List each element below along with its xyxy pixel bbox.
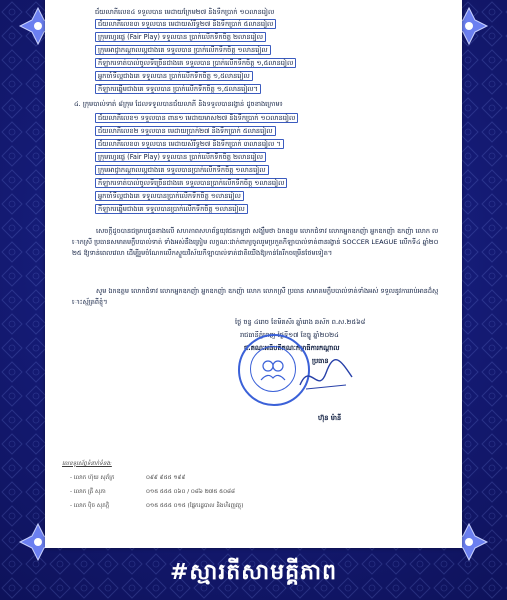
section-title: ៤. ក្រុមបាល់ទាត់ ៨ក្រុម ដែលទទួលបានជ័យលាភី និងទទួលបានរង្វាន់ ដូចខាងក្រោម៖ <box>74 100 283 108</box>
list-item <box>95 85 261 95</box>
contacts-title: លេខទូរស័ព្ទទំនាក់ទំនង: <box>62 461 112 467</box>
list-item <box>95 72 253 82</box>
list-item-text: អ្នកចាំទីល្អជាងគេ ទទួលបានប្រាក់លើកទឹកចិត្ត ១លានរៀល <box>95 191 244 201</box>
contact-name: - លោក គ្រី សុភា <box>70 489 106 495</box>
list-item-text: ជ័យលាភីលេខ១ ទទួលបាន ពាន១ មេដាយមាស២៧ និងទឹកប្រាក់ ១០លានរៀល <box>95 113 298 123</box>
list-item-text: ជ័យលាភីលេខ២ ទទួលបាន មេដាយប្រាក់២៧ និងទឹកប្រាក់ ៥លានរៀល <box>95 126 276 136</box>
list-item <box>95 192 244 202</box>
contact-name: - លោក ហ៊ុយ សុភ័ក្រ <box>70 475 115 481</box>
signer-name: ហ៊ុន ម៉ានី <box>318 414 342 422</box>
list-item-text: កីឡាករទាត់បាល់ចូលទីច្រើនជាងគេ ទទួលបាន ប្រាក់លើកទឹកចិត្ត ១,៥លានរៀល <box>95 58 296 68</box>
list-item-text: កីឡាករទាត់បាល់ចូលទីច្រើនជាងគេ ទទួលបានប្រាក់លើកទឹកចិត្ត ១លានរៀល <box>95 178 287 188</box>
contact-phone: ០១៥ ៥៥៥ ០១៥ (ផ្នែករដ្ឋបាល និងហិរញ្ញវត្ថុ) <box>146 503 244 509</box>
list-item <box>95 127 276 137</box>
contact-name: - លោក ប៉ិច សុភក្តិ <box>70 503 110 509</box>
list-item <box>95 153 266 163</box>
list-item <box>95 140 284 150</box>
list-item-text: អ្នកចាំទីល្អជាងគេ ទទួលបាន ប្រាក់លើកទឹកចិត្ត ១,៥លានរៀល <box>95 71 253 81</box>
list-item-text: ជ័យលាភីលេខ៤ ទទួលបាន មេដាយក្រែម២៧ និងទឹកប្រាក់ ១០លានរៀល <box>95 8 275 16</box>
list-item <box>95 46 271 56</box>
seal-emblem-icon <box>256 352 290 386</box>
list-item <box>95 166 269 176</box>
closing-paragraph-1: សេចក្តីដូចបានជម្រាបជូនខាងលើ សហភាពសហព័ន្ធយុវជនកម្ពុជា សង្ឃឹមថា ឯកឧត្តម លោកជំទាវ លោកអ្នកឧកញ៉ា អ្នកឧកញ៉ា ឧកញ៉ា លោក លោកស្រី ប្រធានសមាគមក្លឹបបាល់ទាត់ ទាំងអស់នឹងត្រៀម លក្ខណៈដាក់ពាក្យចូលរួមប្រកួតកីឡាបាល់ទាត់ពានរង្វាន់ SOCCER LEAGUE លើកទី៤ ឆ្នាំ២០២៥ ឱ្យទាន់ពេលវេលា ដើម្បីរួមចំណែកលើកស្ទួយវិស័យកីឡាបាល់ទាត់ជាតិយើងឱ្យកាន់តែរីកចម្រើនថែមទៀត។ <box>72 227 439 257</box>
gregorian-date: រាជធានីភ្នំពេញ ថ្ងៃទី១៧ ខែធ្នូ ឆ្នាំ២០២៤ <box>240 331 339 339</box>
list-item-text: ជ័យលាភីលេខ៣ ទទួលបាន មេដាយសំរឹទ្ធ២៧ និងទឹកប្រាក់ ៥លានរៀល <box>95 19 276 29</box>
contact-phone: ០៩៩ ៩៥៥ ១៩៩ <box>146 475 186 481</box>
signature-title: ជ.គណៈអធិបតីគណៈកម្មាធិការកណ្តាល <box>244 344 340 352</box>
list-item <box>95 114 298 124</box>
closing-paragraph-2: សូម ឯកឧត្តម លោកជំទាវ លោកអ្នកឧកញ៉ា អ្នកឧកញ៉ា ឧកញ៉ា លោក លោកស្រី ប្រធាន សមាគមក្លឹបបាល់ទាត់ទាំងអស់ ទទួលនូវការរាប់អានដ៏ស្មោះស្ម័គ្រពីខ្ញុំ។ <box>72 287 439 306</box>
list-item <box>95 205 248 215</box>
list-item-text: ក្រុមអាជ្ញាកណ្តាលល្អជាងគេ ទទួលបាន ប្រាក់លើកទឹកចិត្ត ១លានរៀល <box>95 45 271 55</box>
list-item <box>95 33 266 43</box>
list-item-text: កីឡាករឆ្នើមជាងគេ ទទួលបាន ប្រាក់លើកទឹកចិត្ត ១,៥លានរៀល។ <box>95 84 261 94</box>
list-item <box>95 8 274 18</box>
lunar-date: ថ្ងៃ ចន្ទ ៤រោច ខែមិគសិរ ឆ្នាំរោង ឆស័ក ព.ស.២៥៦៨ <box>235 318 366 326</box>
list-item-text: ក្រុមហ្វេរផ្លេ (Fair Play) ទទួលបាន ប្រាក់លើកទឹកចិត្ត ២លានរៀល <box>95 32 266 42</box>
hashtag-banner: #ស្មារតីសាមគ្គីភាព <box>169 560 338 585</box>
list-item <box>95 20 276 30</box>
handwritten-signature <box>296 355 356 395</box>
list-item-text: ជ័យលាភីលេខ៣ ទទួលបាន មេដាយសំរឹទ្ធ២៧ និងទឹកប្រាក់ ៣លានរៀល ។ <box>95 139 284 149</box>
list-item-text: កីឡាករឆ្នើមជាងគេ ទទួលបានប្រាក់លើកទឹកចិត្ត ១លានរៀល <box>95 204 248 214</box>
contact-phone: ០១៥ ៥៥៥ ០៦០ / ០៨៦ ២៧៥ ៥០៨៨ <box>146 489 235 495</box>
list-item-text: ក្រុមហ្វេរផ្លេ (Fair Play) ទទួលបាន ប្រាក់លើកទឹកចិត្ត ២លានរៀល <box>95 152 266 162</box>
signature-role: ប្រធាន <box>312 357 329 365</box>
list-item-text: ក្រុមអាជ្ញាកណ្តាលល្អជាងគេ ទទួលបានប្រាក់លើកទឹកចិត្ត ១លានរៀល <box>95 165 269 175</box>
list-item <box>95 179 287 189</box>
list-item <box>95 59 296 69</box>
